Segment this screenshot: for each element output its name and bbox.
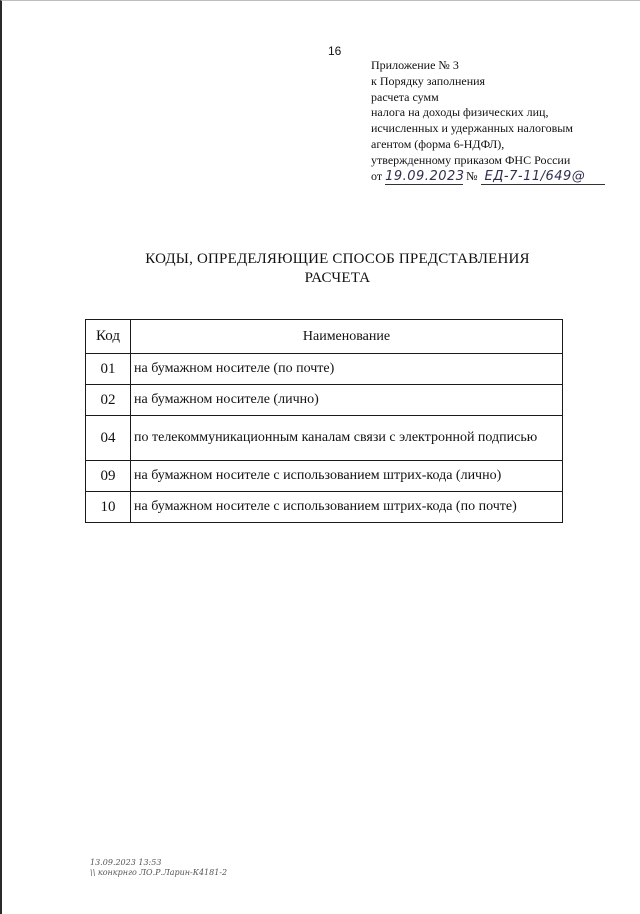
order-number-handwritten: ЕД-7-11/649@ (481, 169, 605, 186)
appendix-line: налога на доходы физических лиц, (371, 105, 549, 120)
row-name: по телекоммуникационным каналам связи с электронной подписью (131, 416, 563, 461)
row-name: на бумажном носителе с использованием штрих-кода (лично) (131, 461, 563, 492)
table-header-row (86, 320, 563, 354)
row-code: 02 (86, 385, 131, 416)
order-from-label: от (371, 168, 383, 183)
row-code: 09 (86, 461, 131, 492)
appendix-line: расчета сумм (371, 89, 439, 104)
appendix-line: Приложение № 3 (371, 58, 459, 72)
header-code: Код (86, 320, 131, 354)
appendix-line: агентом (форма 6-НДФЛ), (371, 136, 505, 151)
footer-code: \\ конкрнго ЛО.Р.Ларин-К4181-2 (90, 868, 228, 877)
appendix-block (371, 58, 631, 185)
title-line-2: РАСЧЕТА (304, 270, 371, 286)
row-name: на бумажном носителе (лично) (131, 385, 563, 416)
table-row (86, 385, 563, 416)
order-date-handwritten: 19.09.2023 (385, 168, 465, 184)
row-code: 10 (86, 492, 131, 523)
row-name: на бумажном носителе (по почте) (131, 354, 563, 385)
appendix-line: утвержденному приказом ФНС России (371, 152, 571, 167)
order-number-label: № (466, 168, 478, 183)
title-line-1: КОДЫ, ОПРЕДЕЛЯЮЩИЕ СПОСОБ ПРЕДСТАВЛЕНИЯ (145, 251, 530, 267)
table-row (86, 461, 563, 492)
header-name: Наименование (131, 320, 563, 354)
row-code: 04 (86, 416, 131, 461)
row-code: 01 (86, 354, 131, 385)
appendix-line: исчисленных и удержанных налоговым (371, 121, 573, 136)
row-name: на бумажном носителе с использованием штрих-кода (по почте) (131, 492, 563, 523)
table-row (86, 492, 563, 523)
codes-table (85, 319, 563, 523)
table-row (86, 354, 563, 385)
footer-timestamp: 13.09.2023 13:53 (90, 858, 162, 867)
page-number: 16 (328, 44, 342, 58)
order-line (371, 169, 631, 186)
document-title (100, 250, 575, 288)
footer-stamp (90, 858, 227, 878)
appendix-line: к Порядку заполнения (371, 73, 486, 88)
table-row (86, 416, 563, 461)
